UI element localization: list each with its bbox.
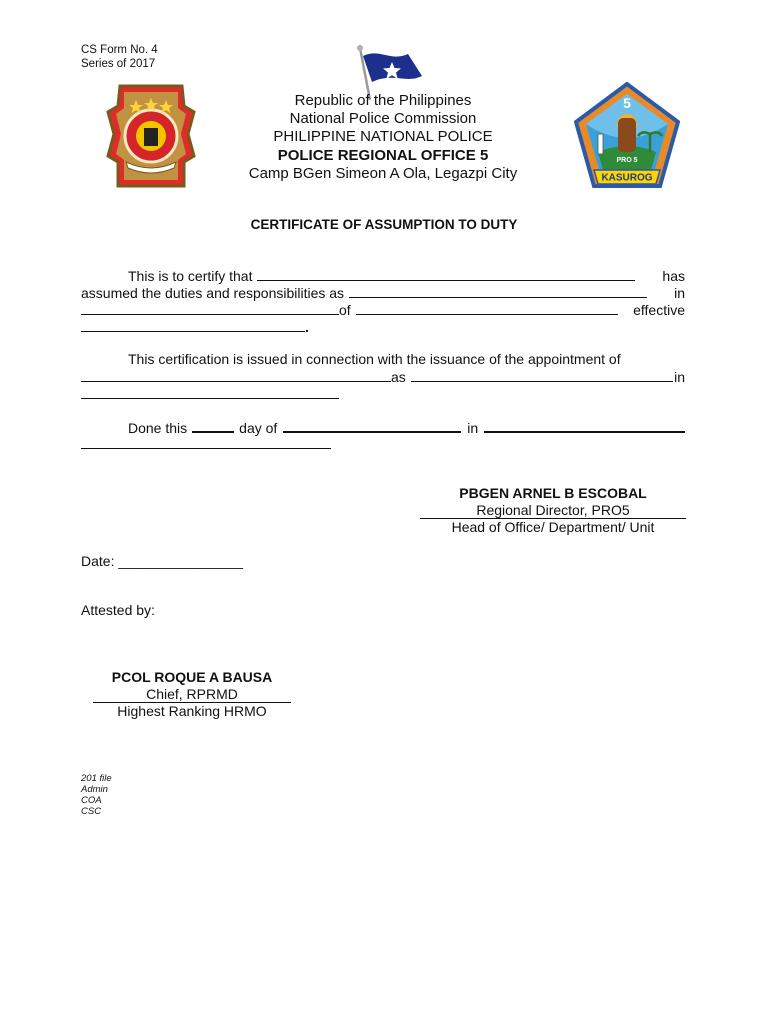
attester-block [93,669,291,720]
header-line-2: National Police Commission [289,110,477,128]
pro5-badge-text: PRO 5 [616,157,638,164]
para3-text-1: Done this [128,420,188,436]
appointee-blank[interactable] [81,368,391,382]
document-title: CERTIFICATE OF ASSUMPTION TO DUTY [250,217,518,232]
place-blank[interactable] [484,418,685,433]
header-line-3: PHILIPPINE NATIONAL POLICE [273,128,493,146]
attester-role: Highest Ranking HRMO [117,703,267,719]
para1-text-2: has [662,268,685,284]
header-line-1: Republic of the Philippines [294,92,472,109]
agency-blank[interactable] [356,301,618,315]
pnp-logo [106,82,196,190]
day-blank[interactable] [192,418,234,433]
date-field[interactable]: Date: ________________ [81,553,243,569]
para2-text-3: in [674,369,685,385]
para1-text-3: assumed the duties and responsibilities as [81,285,345,301]
signatory-role: Head of Office/ Department/ Unit [451,519,655,535]
signatory-position: Regional Director, PRO5 [420,502,686,520]
office-blank[interactable] [81,301,339,315]
month-year-blank[interactable] [283,418,461,433]
paragraph-3 [81,418,685,452]
effective-date-blank[interactable] [81,318,305,332]
pro5-logo [574,82,680,190]
form-series: Series of 2017 [81,58,156,70]
position-blank[interactable] [349,284,647,298]
appointment-office-blank[interactable] [81,385,339,399]
name-blank[interactable] [257,267,635,281]
copy-item: COA [81,795,102,806]
para1-text-5: of [339,302,351,318]
para2-text-2: as [391,369,406,385]
para1-text-1: This is to certify that [128,268,253,284]
para2-text-1: This certification is issued in connection with the issuance of the appointment of [128,351,621,367]
copy-furnished-list [81,773,112,817]
copy-item: CSC [81,806,102,817]
place-blank-continued[interactable] [81,435,331,449]
signatory-name: PBGEN ARNEL B ESCOBAL [459,485,647,501]
copy-item: 201 file [81,773,112,784]
kasurog-banner-text: KASUROG [601,172,653,184]
signatory-block [420,485,686,536]
header-line-5: Camp BGen Simeon A Ola, Legazpi City [248,164,518,182]
attested-label: Attested by: [81,602,155,618]
paragraph-1 [81,267,685,335]
form-number: CS Form No. 4 [81,44,158,56]
copy-item: Admin [81,784,108,795]
svg-text:5: 5 [623,95,631,111]
para1-text-6: effective [633,302,685,318]
para1-text-4: in [674,285,685,301]
form-number-block [81,43,158,71]
para3-text-3: in [467,420,479,436]
para1-period: . [305,319,309,335]
attester-position: Chief, RPRMD [93,686,291,704]
letterhead [200,92,566,183]
attester-name: PCOL ROQUE A BAUSA [111,669,273,685]
para3-text-2: day of [239,420,278,436]
paragraph-2 [81,351,685,402]
appointment-position-blank[interactable] [411,368,673,382]
header-line-4: POLICE REGIONAL OFFICE 5 [277,146,489,164]
